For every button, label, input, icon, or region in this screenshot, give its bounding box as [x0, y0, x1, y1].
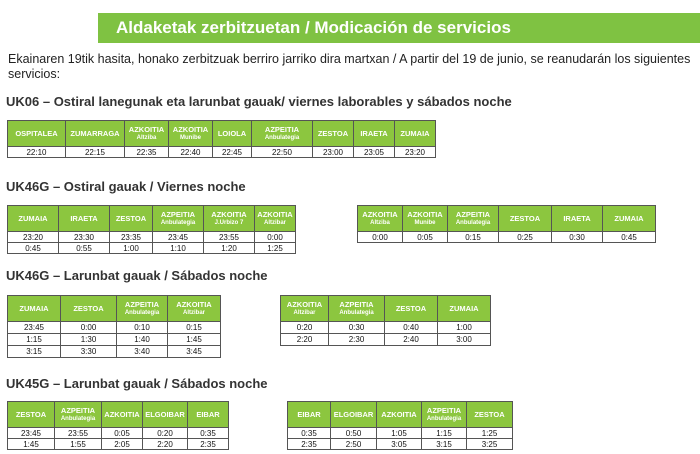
stop-header — [403, 206, 448, 232]
time-cell: 0:25 — [499, 232, 552, 243]
stop-header — [448, 206, 499, 232]
time-cell: 0:40 — [385, 322, 438, 334]
stop-name: LOIOLA — [217, 129, 247, 138]
section-heading-uk45g: UK45G – Larunbat gauak / Sábados noche — [6, 376, 268, 391]
time-cell: 2:30 — [329, 334, 385, 346]
stop-name: AZKOITIA — [128, 124, 165, 134]
time-cell: 23:20 — [8, 232, 59, 243]
table-row — [281, 334, 491, 346]
timetable-uk45g-return — [287, 401, 513, 450]
stop-header — [252, 121, 313, 147]
stop-name: AZKOITIA — [176, 299, 212, 309]
time-cell: 23:45 — [153, 232, 204, 243]
time-cell: 0:10 — [117, 322, 168, 334]
stop-header — [117, 296, 168, 322]
time-cell: 23:45 — [8, 322, 61, 334]
table-row — [8, 147, 436, 158]
time-cell: 1:15 — [422, 428, 467, 439]
time-cell: 1:00 — [110, 243, 153, 254]
time-cell: 1:10 — [153, 243, 204, 254]
stop-header — [255, 206, 296, 232]
stop-header — [288, 402, 331, 428]
stop-header — [8, 402, 55, 428]
stop-subname: Altziba — [370, 219, 390, 226]
time-cell: 22:35 — [125, 147, 169, 158]
stop-header — [377, 402, 422, 428]
stop-name: AZPEITIA — [124, 299, 160, 309]
time-cell: 22:10 — [8, 147, 66, 158]
timetable-uk46g-friday-return — [357, 205, 656, 243]
time-cell: 0:55 — [59, 243, 110, 254]
stop-subname: Anbulategia — [124, 309, 160, 316]
time-cell: 1:05 — [377, 428, 422, 439]
stop-name: AZKOITIA — [362, 209, 398, 219]
time-cell: 0:35 — [288, 428, 331, 439]
stop-header — [110, 206, 153, 232]
stop-header — [422, 402, 467, 428]
stop-name: EIBAR — [297, 410, 321, 419]
time-cell: 2:35 — [188, 439, 229, 450]
header-row — [8, 296, 221, 322]
page-title: Aldaketak zerbitzuetan / Modicación de servicios — [98, 13, 700, 43]
stop-subname: Altzibar — [263, 219, 286, 226]
stop-name: ZUMAIA — [18, 214, 48, 223]
section-heading-uk46g-saturday: UK46G – Larunbat gauak / Sábados noche — [6, 268, 268, 283]
stop-name: ELGOIBAR — [333, 410, 374, 419]
time-cell: 0:35 — [188, 428, 229, 439]
time-cell: 2:50 — [331, 439, 377, 450]
table-row — [288, 439, 513, 450]
time-cell: 3:15 — [8, 346, 61, 358]
stop-header — [168, 296, 221, 322]
stop-name: AZPEITIA — [339, 299, 374, 309]
time-cell: 0:00 — [255, 232, 296, 243]
time-cell: 0:45 — [8, 243, 59, 254]
stop-header — [438, 296, 491, 322]
stop-name: ZUMARRAGA — [70, 129, 120, 138]
time-cell: 22:50 — [252, 147, 313, 158]
time-cell: 0:20 — [281, 322, 329, 334]
stop-subname: J.Urbizo 7 — [214, 219, 244, 226]
stop-header — [499, 206, 552, 232]
stop-name: AZPEITIA — [264, 124, 300, 134]
stop-subname: Altzibar — [293, 309, 316, 316]
time-cell: 23:00 — [313, 147, 354, 158]
time-cell: 23:35 — [110, 232, 153, 243]
time-cell: 2:20 — [143, 439, 188, 450]
stop-name: IRAETA — [360, 129, 388, 138]
time-cell: 0:00 — [61, 322, 117, 334]
time-cell: 23:55 — [55, 428, 102, 439]
stop-header — [313, 121, 354, 147]
stop-name: ZESTOA — [509, 214, 541, 223]
time-cell: 2:35 — [288, 439, 331, 450]
stop-header — [385, 296, 438, 322]
time-cell: 0:45 — [603, 232, 656, 243]
stop-header — [395, 121, 436, 147]
time-cell: 23:55 — [204, 232, 255, 243]
stop-header — [358, 206, 403, 232]
stop-header — [8, 121, 66, 147]
stop-header — [102, 402, 143, 428]
table-row — [288, 428, 513, 439]
time-cell: 0:30 — [552, 232, 603, 243]
time-cell: 1:40 — [117, 334, 168, 346]
table-row — [8, 346, 221, 358]
time-cell: 2:05 — [102, 439, 143, 450]
timetable-uk45g-outbound — [7, 401, 229, 450]
time-cell: 0:50 — [331, 428, 377, 439]
stop-subname: Munibe — [414, 219, 436, 226]
time-cell: 0:00 — [358, 232, 403, 243]
table-row — [8, 439, 229, 450]
time-cell: 2:20 — [281, 334, 329, 346]
stop-header — [125, 121, 169, 147]
header-row — [8, 206, 296, 232]
stop-name: ZESTOA — [15, 410, 47, 419]
stop-header — [188, 402, 229, 428]
time-cell: 1:55 — [55, 439, 102, 450]
time-cell: 3:30 — [61, 346, 117, 358]
stop-name: ZUMAIA — [449, 304, 479, 313]
time-cell: 3:15 — [422, 439, 467, 450]
stop-name: AZKOITIA — [104, 410, 140, 419]
timetable-uk46g-saturday-return — [280, 295, 491, 346]
time-cell: 23:45 — [8, 428, 55, 439]
stop-header — [59, 206, 110, 232]
time-cell: 1:20 — [204, 243, 255, 254]
stop-header — [143, 402, 188, 428]
section-heading-uk06: UK06 – Ostiral lanegunak eta larunbat gauak/ viernes laborables y sábados noche — [6, 94, 512, 109]
header-row — [8, 121, 436, 147]
table-row — [281, 322, 491, 334]
stop-header — [153, 206, 204, 232]
stop-subname: Altzibar — [182, 309, 205, 316]
time-cell: 1:30 — [61, 334, 117, 346]
stop-subname: Anbulategia — [60, 415, 96, 422]
stop-subname: Anbulategia — [160, 219, 196, 226]
stop-subname: Anbulategia — [339, 309, 374, 316]
stop-header — [329, 296, 385, 322]
time-cell: 1:25 — [467, 428, 513, 439]
stop-header — [552, 206, 603, 232]
stop-subname: Munibe — [180, 134, 201, 141]
stop-header — [61, 296, 117, 322]
stop-name: ZUMAIA — [400, 129, 430, 138]
table-row — [8, 428, 229, 439]
stop-subname: Anbulategia — [426, 415, 462, 422]
time-cell: 22:15 — [66, 147, 125, 158]
stop-name: AZKOITIA — [257, 209, 293, 219]
header-row — [8, 402, 229, 428]
table-row — [8, 232, 296, 243]
timetable-uk46g-saturday-outbound — [7, 295, 221, 358]
stop-header — [169, 121, 213, 147]
stop-name: AZPEITIA — [160, 209, 196, 219]
table-row — [8, 243, 296, 254]
stop-header — [281, 296, 329, 322]
time-cell: 3:25 — [467, 439, 513, 450]
time-cell: 3:05 — [377, 439, 422, 450]
stop-header — [66, 121, 125, 147]
stop-header — [8, 206, 59, 232]
stop-name: ZESTOA — [115, 214, 147, 223]
time-cell: 22:45 — [213, 147, 252, 158]
table-row — [8, 334, 221, 346]
stop-name: ZUMAIA — [19, 304, 49, 313]
stop-header — [354, 121, 395, 147]
stop-name: ELGOIBAR — [145, 410, 185, 419]
time-cell: 3:00 — [438, 334, 491, 346]
stop-header — [467, 402, 513, 428]
time-cell: 2:40 — [385, 334, 438, 346]
stop-name: AZKOITIA — [286, 299, 323, 309]
time-cell: 1:45 — [8, 439, 55, 450]
time-cell: 0:05 — [102, 428, 143, 439]
time-cell: 23:05 — [354, 147, 395, 158]
stop-name: EIBAR — [196, 410, 220, 419]
stop-subname: Anbulategia — [264, 134, 300, 141]
time-cell: 23:30 — [59, 232, 110, 243]
stop-name: ZESTOA — [395, 304, 427, 313]
time-cell: 23:20 — [395, 147, 436, 158]
timetable-uk46g-friday-outbound — [7, 205, 296, 254]
timetable-uk06 — [7, 120, 436, 158]
stop-name: AZKOITIA — [211, 209, 247, 219]
time-cell: 1:25 — [255, 243, 296, 254]
time-cell: 0:05 — [403, 232, 448, 243]
stop-name: AZKOITIA — [172, 124, 209, 134]
stop-name: AZKOITIA — [407, 209, 443, 219]
time-cell: 0:30 — [329, 322, 385, 334]
stop-header — [55, 402, 102, 428]
header-row — [288, 402, 513, 428]
stop-name: ZESTOA — [317, 129, 349, 138]
section-heading-uk46g-friday: UK46G – Ostiral gauak / Viernes noche — [6, 179, 246, 194]
stop-name: AZPEITIA — [455, 209, 491, 219]
table-row — [358, 232, 656, 243]
stop-name: ZUMAIA — [614, 214, 644, 223]
header-row — [281, 296, 491, 322]
time-cell: 0:15 — [168, 322, 221, 334]
time-cell: 1:45 — [168, 334, 221, 346]
stop-subname: Altziba — [136, 134, 157, 141]
stop-name: IRAETA — [70, 214, 98, 223]
time-cell: 3:40 — [117, 346, 168, 358]
time-cell: 22:40 — [169, 147, 213, 158]
stop-header — [603, 206, 656, 232]
stop-name: AZKOITIA — [381, 410, 417, 419]
time-cell: 0:15 — [448, 232, 499, 243]
stop-name: AZPEITIA — [60, 405, 96, 415]
header-row — [358, 206, 656, 232]
stop-name: OSPITALEA — [15, 129, 58, 138]
intro-text: Ekainaren 19tik hasita, honako zerbitzuak berriro jarriko dira martxan / A partir del 19 de junio, se reanudarán los siguientes servicios: — [8, 52, 691, 81]
stop-name: ZESTOA — [73, 304, 104, 313]
stop-header — [331, 402, 377, 428]
time-cell: 0:20 — [143, 428, 188, 439]
stop-header — [213, 121, 252, 147]
stop-name: IRAETA — [563, 214, 591, 223]
stop-header — [8, 296, 61, 322]
time-cell: 1:00 — [438, 322, 491, 334]
time-cell: 1:15 — [8, 334, 61, 346]
stop-subname: Anbulategia — [455, 219, 491, 226]
stop-name: AZPEITIA — [426, 405, 462, 415]
table-row — [8, 322, 221, 334]
time-cell: 3:45 — [168, 346, 221, 358]
stop-name: ZESTOA — [474, 410, 505, 419]
stop-header — [204, 206, 255, 232]
